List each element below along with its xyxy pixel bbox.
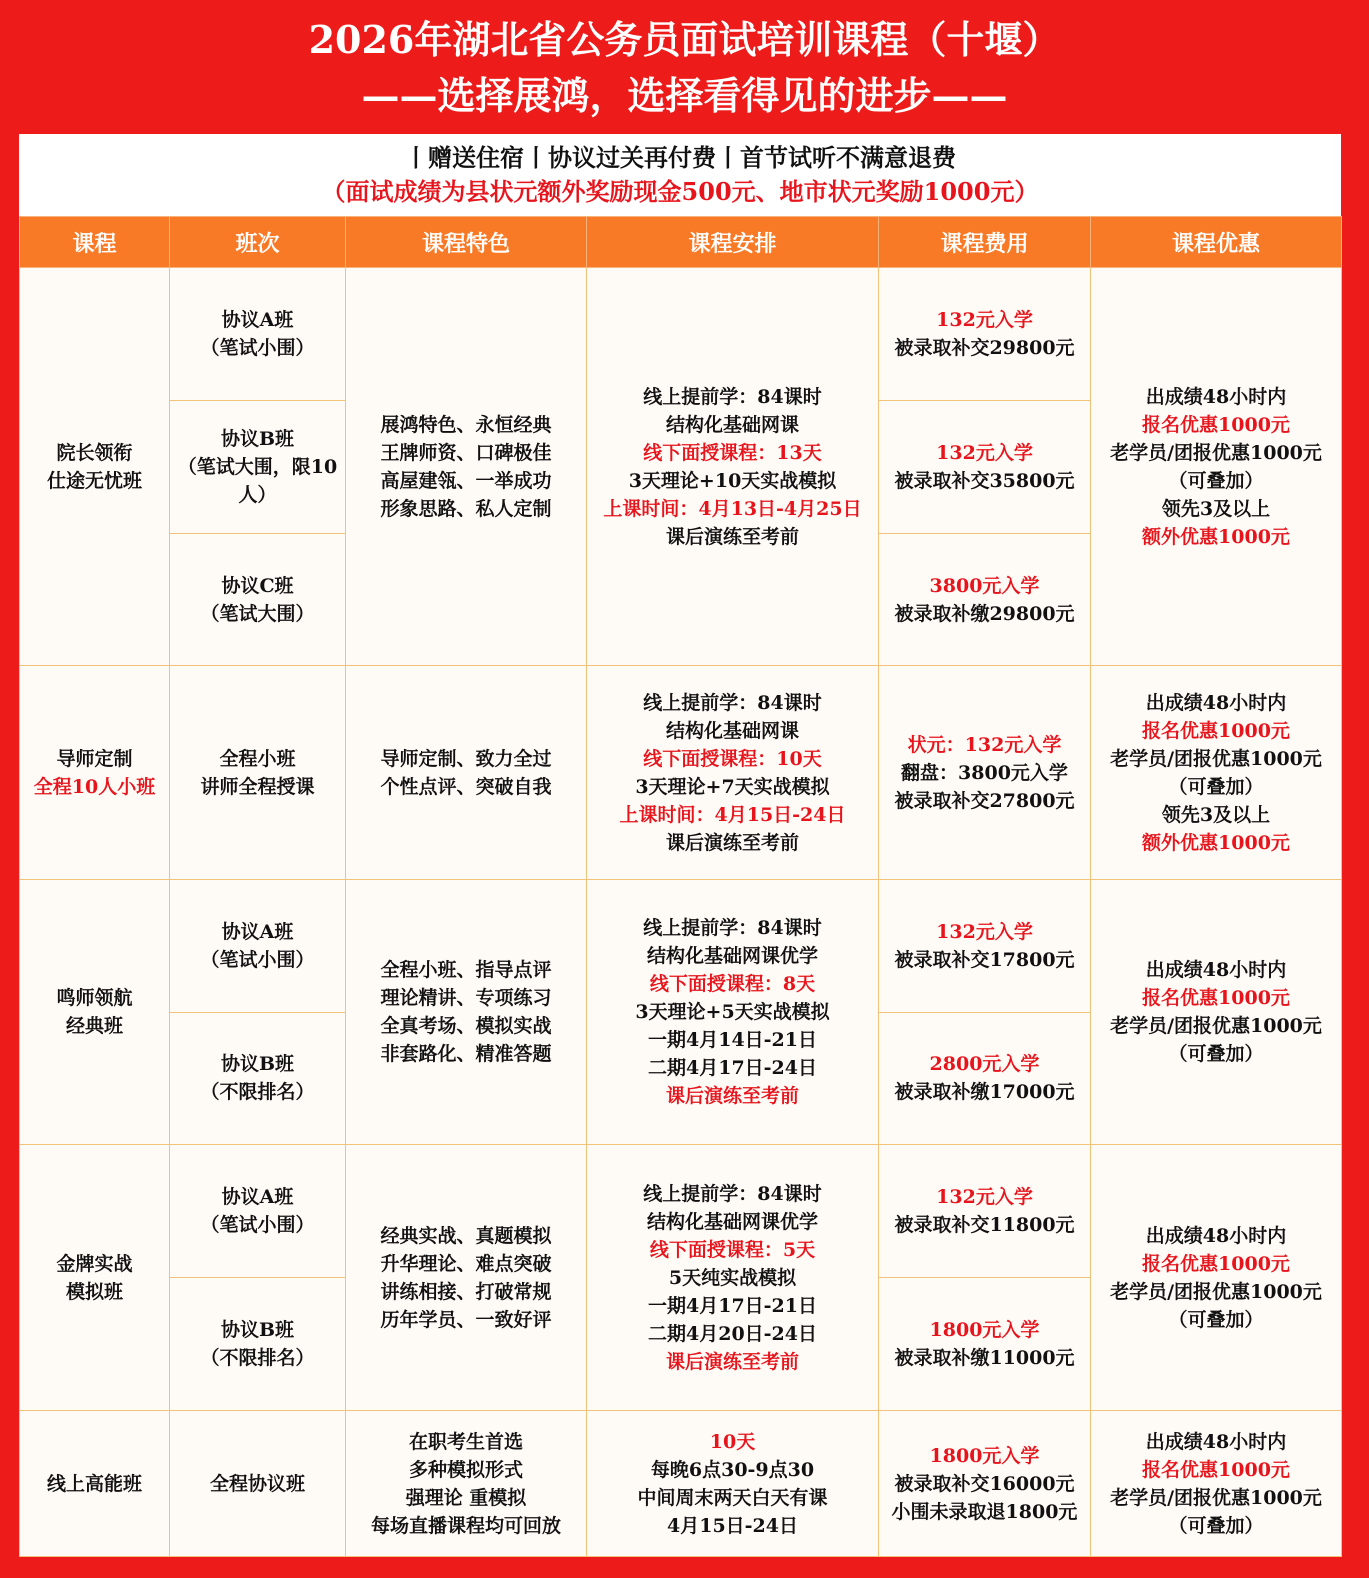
table-body: [20, 268, 1342, 1557]
discount-cell: [1091, 268, 1342, 666]
schedule-line: 一期4月17日-21日: [648, 1294, 817, 1317]
table-row: [20, 268, 1342, 401]
schedule-line: 线下面授课程：5天: [649, 1238, 816, 1261]
discount-cell: [1091, 1145, 1342, 1411]
schedule-line: 线上提前学：84课时: [643, 691, 822, 714]
feature-line: 每场直播课程均可回放: [370, 1514, 561, 1537]
feature-line: 历年学员、一致好评: [380, 1308, 552, 1331]
feature-line: 高屋建瓴、一举成功: [380, 469, 552, 492]
feature-line: 导师定制、致力全过: [380, 747, 552, 770]
schedule-line: 5天纯实战模拟: [668, 1266, 797, 1289]
fee-line: 被录取补缴11000元: [894, 1347, 1075, 1370]
course-name-cell: [20, 1145, 170, 1411]
discount-line: 老学员/团报优惠1000元: [1110, 441, 1322, 464]
fee-line: 132元入学: [936, 920, 1033, 943]
discount-line: 老学员/团报优惠1000元: [1110, 1486, 1322, 1509]
schedule-line: 3天理论+7天实战模拟: [635, 775, 830, 798]
schedule-cell: [587, 1145, 879, 1411]
course-name-line: 金牌实战: [56, 1252, 133, 1275]
title-banner: [0, 0, 1369, 134]
discount-line: （可叠加）: [1168, 1308, 1264, 1331]
schedule-line: 课后演练至考前: [665, 1350, 799, 1373]
features-cell: [346, 666, 587, 879]
fee-line: 被录取补交27800元: [894, 789, 1075, 812]
reward-line: （面试成绩为县状元额外奖励现金500元、地市状元奖励1000元）: [321, 177, 1039, 206]
schedule-line: 结构化基础网课: [665, 413, 799, 436]
schedule-line: 线下面授课程：13天: [643, 441, 822, 464]
fee-line: 被录取补交16000元: [894, 1472, 1075, 1495]
session-line: 全程协议班: [209, 1472, 305, 1495]
header-schedule: 课程安排: [587, 217, 879, 268]
session-line: （笔试大围，限10: [177, 455, 338, 478]
fee-line: 被录取补交11800元: [894, 1214, 1075, 1237]
header-course: 课程: [20, 217, 170, 268]
discount-line: 出成绩48小时内: [1145, 691, 1287, 714]
header-discount: 课程优惠: [1091, 217, 1342, 268]
schedule-cell: [587, 666, 879, 879]
schedule-line: 上课时间：4月15日-24日: [619, 803, 846, 826]
session-line: 全程小班: [219, 747, 296, 770]
schedule-line: 10天: [709, 1430, 756, 1453]
schedule-line: 课后演练至考前: [665, 831, 799, 854]
session-line: 协议A班: [221, 1186, 294, 1209]
session-line: （笔试大围）: [200, 602, 315, 625]
fee-line: 翻盘：3800元入学: [901, 761, 1068, 784]
session-cell: [170, 268, 346, 401]
discount-line: （可叠加）: [1168, 1514, 1264, 1537]
course-table: [19, 216, 1342, 1557]
course-name-line: 经典班: [65, 1015, 123, 1038]
course-name-line: 模拟班: [65, 1280, 123, 1303]
fee-cell: [879, 1145, 1091, 1278]
discount-cell: [1091, 879, 1342, 1145]
discount-line: 领先3及以上: [1161, 497, 1271, 520]
course-name-line: 导师定制: [56, 747, 133, 770]
session-line: （笔试小围）: [200, 1214, 315, 1237]
feature-line: 强理论 重模拟: [405, 1486, 527, 1509]
schedule-line: 上课时间：4月13日-4月25日: [603, 497, 862, 520]
poster-slogan: ——选择展鸿，选择看得见的进步——: [361, 73, 1008, 118]
fee-line: 被录取补交17800元: [894, 948, 1075, 971]
schedule-line: 线上提前学：84课时: [643, 385, 822, 408]
course-name-line: 院长领衔: [56, 441, 133, 464]
table-row: [20, 1411, 1342, 1557]
discount-line: 报名优惠1000元: [1142, 987, 1290, 1010]
schedule-line: 线下面授课程：10天: [643, 747, 822, 770]
schedule-cell: [587, 1411, 879, 1557]
schedule-line: 线上提前学：84课时: [643, 1182, 822, 1205]
feature-line: 在职考生首选: [408, 1430, 523, 1453]
schedule-line: 线上提前学：84课时: [643, 917, 822, 940]
discount-line: 领先3及以上: [1161, 803, 1271, 826]
schedule-line: 二期4月17日-24日: [648, 1057, 817, 1080]
discount-cell: [1091, 1411, 1342, 1557]
content-panel: [19, 134, 1341, 1557]
fee-line: 132元入学: [936, 441, 1033, 464]
schedule-line: 课后演练至考前: [665, 525, 799, 548]
discount-line: （可叠加）: [1168, 469, 1264, 492]
fee-line: 小围未录取退1800元: [891, 1500, 1078, 1523]
fee-line: 132元入学: [936, 308, 1033, 331]
schedule-line: 3天理论+10天实战模拟: [628, 469, 837, 492]
discount-line: 出成绩48小时内: [1145, 385, 1287, 408]
discount-line: （可叠加）: [1168, 1043, 1264, 1066]
fee-line: 被录取补交29800元: [894, 336, 1075, 359]
discount-line: 报名优惠1000元: [1142, 719, 1290, 742]
fee-line: 3800元入学: [929, 574, 1040, 597]
schedule-line: 一期4月14日-21日: [648, 1029, 817, 1052]
session-cell: [170, 666, 346, 879]
fee-line: 1800元入学: [929, 1319, 1040, 1342]
feature-line: 全真考场、模拟实战: [380, 1015, 552, 1038]
fee-cell: [879, 1012, 1091, 1145]
header-fee: 课程费用: [879, 217, 1091, 268]
fee-cell: [879, 400, 1091, 533]
session-line: （笔试小围）: [200, 948, 315, 971]
fee-line: 状元：132元入学: [907, 733, 1062, 756]
schedule-line: 线下面授课程：8天: [649, 973, 816, 996]
session-line: 人）: [238, 483, 277, 506]
header-features: 课程特色: [346, 217, 587, 268]
schedule-line: 结构化基础网课优学: [646, 945, 818, 968]
schedule-line: 4月15日-24日: [667, 1514, 798, 1537]
course-name-cell: [20, 666, 170, 879]
course-name-line: 鸣师领航: [56, 987, 133, 1010]
fee-cell: [879, 879, 1091, 1012]
feature-line: 升华理论、难点突破: [380, 1252, 552, 1275]
features-cell: [346, 879, 587, 1145]
session-line: 协议A班: [221, 920, 294, 943]
course-name-line: 全程10人小班: [33, 775, 156, 798]
course-name-cell: [20, 1411, 170, 1557]
perks-line: 丨赠送住宿丨协议过关再付费丨首节试听不满意退费: [404, 143, 956, 172]
discount-line: 老学员/团报优惠1000元: [1110, 1015, 1322, 1038]
fee-line: 1800元入学: [929, 1444, 1040, 1467]
fee-cell: [879, 666, 1091, 879]
fee-line: 132元入学: [936, 1186, 1033, 1209]
session-cell: [170, 400, 346, 533]
fee-line: 2800元入学: [929, 1053, 1040, 1076]
discount-line: 额外优惠1000元: [1142, 525, 1290, 548]
features-cell: [346, 1145, 587, 1411]
discount-line: （可叠加）: [1168, 775, 1264, 798]
table-row: [20, 666, 1342, 879]
poster-title: 2026年湖北省公务员面试培训课程（十堰）: [308, 17, 1061, 62]
schedule-line: 二期4月20日-24日: [648, 1322, 817, 1345]
course-name-cell: [20, 268, 170, 666]
feature-line: 王牌师资、口碑极佳: [380, 441, 552, 464]
table-row: [20, 879, 1342, 1012]
feature-line: 讲练相接、打破常规: [380, 1280, 552, 1303]
schedule-line: 3天理论+5天实战模拟: [635, 1001, 830, 1024]
discount-line: 报名优惠1000元: [1142, 1252, 1290, 1275]
header-session: 班次: [170, 217, 346, 268]
course-name-line: 仕途无忧班: [46, 469, 142, 492]
feature-line: 全程小班、指导点评: [380, 959, 552, 982]
features-cell: [346, 1411, 587, 1557]
course-name-cell: [20, 879, 170, 1145]
course-name-line: 线上高能班: [46, 1472, 142, 1495]
feature-line: 理论精讲、专项练习: [380, 987, 552, 1010]
schedule-line: 每晚6点30-9点30: [650, 1458, 815, 1481]
fee-cell: [879, 1278, 1091, 1411]
discount-line: 出成绩48小时内: [1145, 959, 1287, 982]
feature-line: 非套路化、精准答题: [380, 1043, 552, 1066]
schedule-line: 结构化基础网课优学: [646, 1210, 818, 1233]
discount-line: 报名优惠1000元: [1142, 1458, 1290, 1481]
schedule-line: 中间周末两天白天有课: [637, 1486, 828, 1509]
session-line: 协议C班: [221, 574, 294, 597]
session-cell: [170, 533, 346, 666]
discount-line: 出成绩48小时内: [1145, 1224, 1287, 1247]
schedule-line: 结构化基础网课: [665, 719, 799, 742]
table-header-row: [20, 217, 1342, 268]
session-line: 讲师全程授课: [200, 775, 315, 798]
feature-line: 个性点评、突破自我: [380, 775, 552, 798]
fee-cell: [879, 533, 1091, 666]
discount-line: 额外优惠1000元: [1142, 831, 1290, 854]
session-line: 协议B班: [220, 1053, 295, 1076]
session-line: 协议A班: [221, 308, 294, 331]
discount-line: 老学员/团报优惠1000元: [1110, 747, 1322, 770]
fee-cell: [879, 1411, 1091, 1557]
fee-line: 被录取补交35800元: [894, 469, 1075, 492]
schedule-line: 课后演练至考前: [665, 1085, 799, 1108]
session-line: 协议B班: [220, 1319, 295, 1342]
feature-line: 展鸿特色、永恒经典: [380, 413, 552, 436]
feature-line: 形象思路、私人定制: [380, 497, 552, 520]
schedule-cell: [587, 879, 879, 1145]
session-line: （不限排名）: [200, 1347, 315, 1370]
session-line: 协议B班: [220, 427, 295, 450]
schedule-cell: [587, 268, 879, 666]
session-cell: [170, 1411, 346, 1557]
discount-line: 老学员/团报优惠1000元: [1110, 1280, 1322, 1303]
fee-line: 被录取补缴17000元: [894, 1081, 1075, 1104]
session-cell: [170, 1278, 346, 1411]
feature-line: 经典实战、真题模拟: [380, 1224, 552, 1247]
session-cell: [170, 1145, 346, 1278]
features-cell: [346, 268, 587, 666]
table-row: [20, 1145, 1342, 1278]
session-cell: [170, 879, 346, 1012]
fee-line: 被录取补缴29800元: [894, 602, 1075, 625]
session-line: （笔试小围）: [200, 336, 315, 359]
session-cell: [170, 1012, 346, 1145]
discount-line: 出成绩48小时内: [1145, 1430, 1287, 1453]
notice-box: [19, 134, 1341, 216]
session-line: （不限排名）: [200, 1081, 315, 1104]
discount-line: 报名优惠1000元: [1142, 413, 1290, 436]
feature-line: 多种模拟形式: [408, 1458, 523, 1481]
discount-cell: [1091, 666, 1342, 879]
fee-cell: [879, 268, 1091, 401]
